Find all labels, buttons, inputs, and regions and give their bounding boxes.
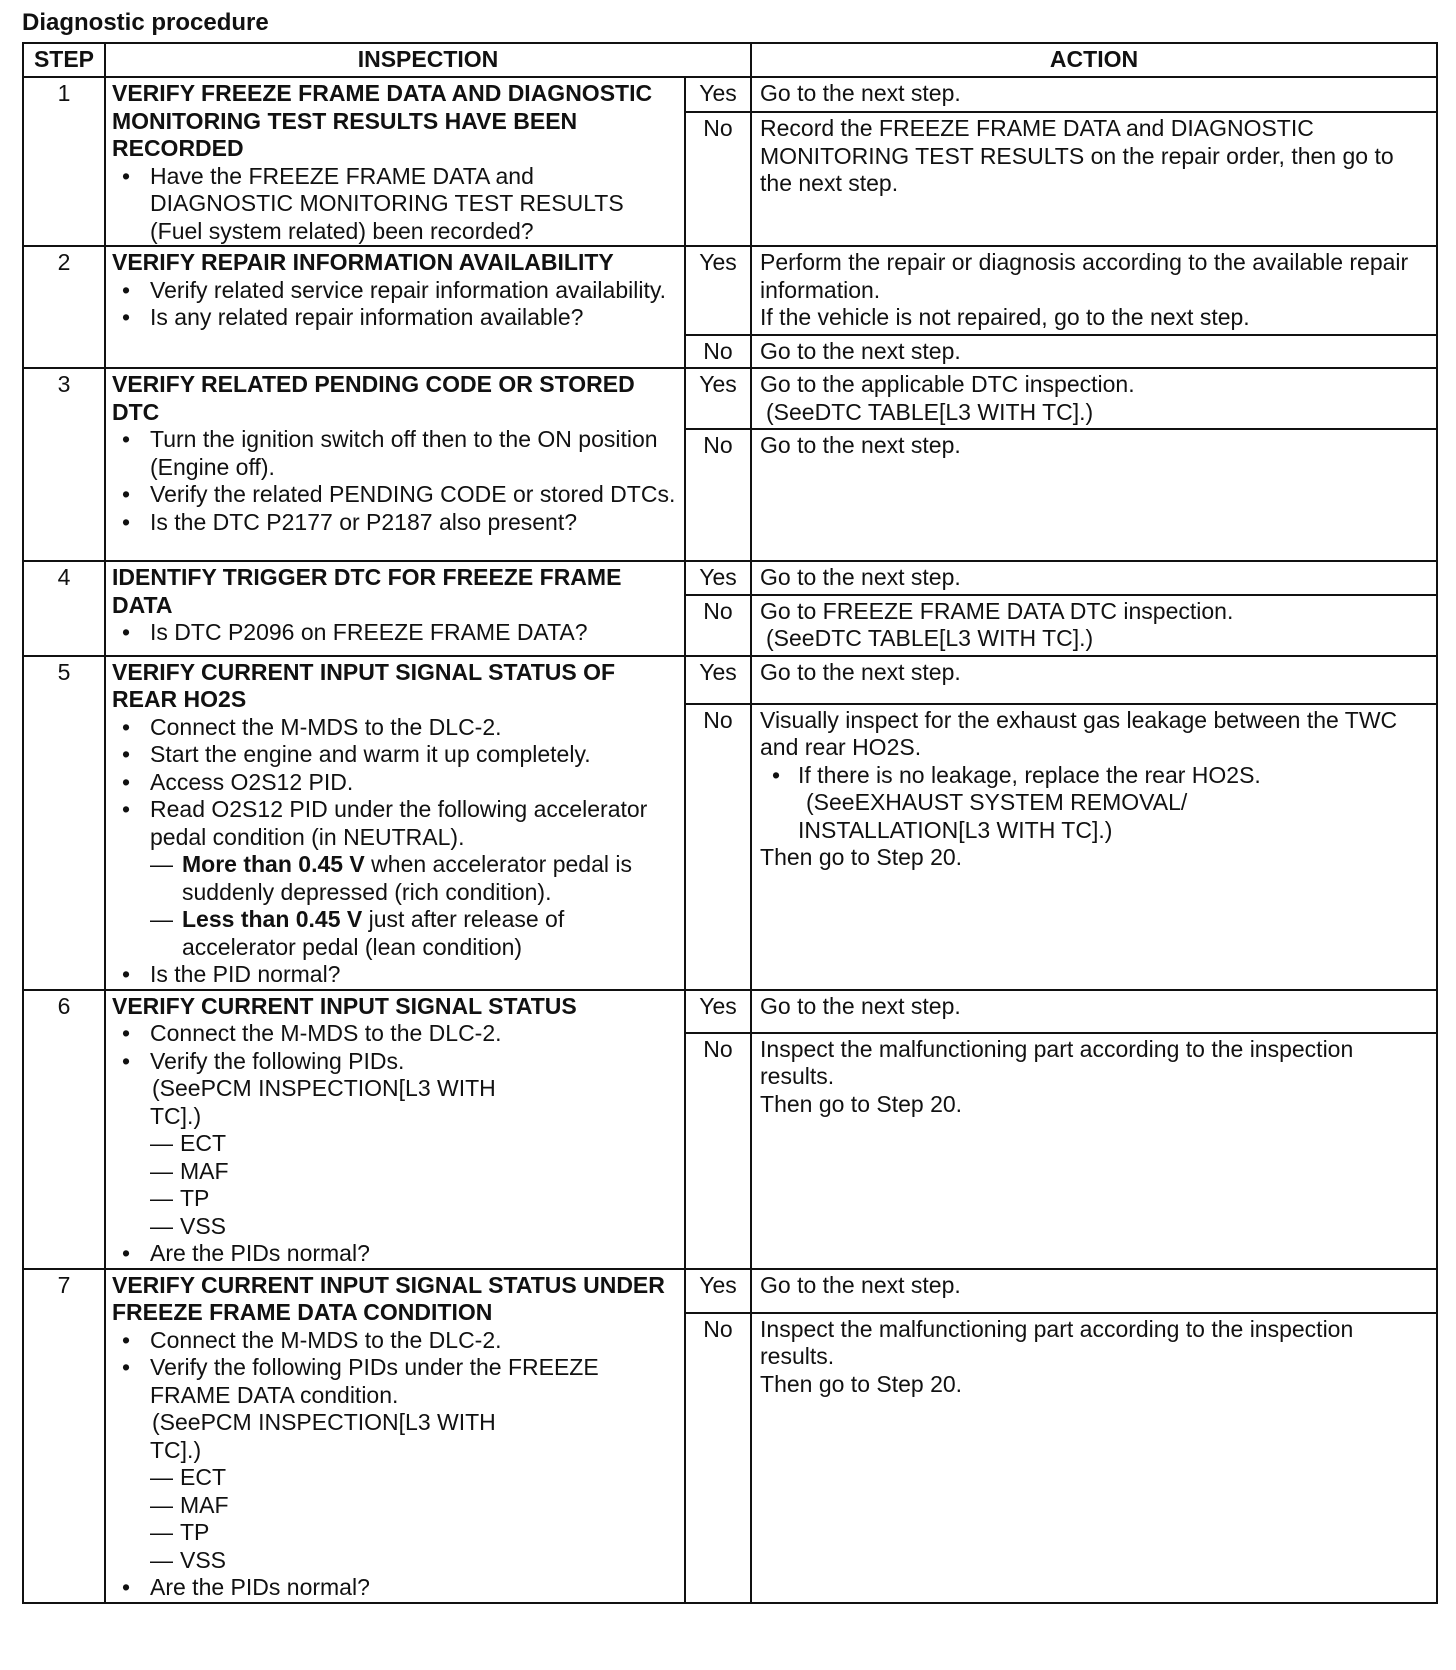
condition-threshold: Less than 0.45 V	[182, 906, 363, 932]
yes-label: Yes	[685, 561, 751, 595]
no-action	[751, 1033, 1437, 1269]
table-row	[23, 368, 1437, 429]
list-item: • Verify the following PIDs under the FREEZE FRAME DATA condition.	[112, 1354, 678, 1409]
pid-item: — ECT	[112, 1130, 678, 1158]
step-heading: VERIFY FREEZE FRAME DATA AND DIAGNOSTIC MONITORING TEST RESULTS HAVE BEEN RECORDED	[112, 80, 653, 161]
step-number: 6	[23, 990, 105, 1269]
action-line: Perform the repair or diagnosis according to the available repair information.	[760, 249, 1409, 303]
list-item: • Connect the M-MDS to the DLC-2.	[112, 1020, 678, 1048]
table-header-row	[23, 43, 1437, 77]
table-row	[23, 990, 1437, 1033]
action-line: Then go to Step 20.	[760, 844, 963, 870]
yes-label: Yes	[685, 246, 751, 335]
condition-threshold: More than 0.45 V	[182, 851, 365, 877]
pid-item: — ECT	[112, 1464, 678, 1492]
list-item: • Connect the M-MDS to the DLC-2.	[112, 1327, 678, 1355]
action-line: If the vehicle is not repaired, go to the next step.	[760, 304, 1250, 330]
pid-item: — VSS	[112, 1213, 678, 1241]
no-action: Record the FREEZE FRAME DATA and DIAGNOSTIC MONITORING TEST RESULTS on the repair order, then go to the next step.	[751, 112, 1437, 246]
reference-link: TC].)	[150, 1102, 202, 1129]
reference-link: (SeePCM INSPECTION[L3 WITH	[152, 1075, 496, 1101]
action-reference: (SeeEXHAUST SYSTEM REMOVAL/	[806, 789, 1188, 815]
no-action	[751, 595, 1437, 656]
step-number: 3	[23, 368, 105, 561]
action-line: Visually inspect for the exhaust gas leakage between the TWC and rear HO2S.	[760, 706, 1398, 760]
pid-item: — MAF	[112, 1492, 678, 1520]
header-action: ACTION	[751, 43, 1437, 77]
step-heading: VERIFY REPAIR INFORMATION AVAILABILITY	[112, 249, 614, 275]
condition-text: when accelerator pedal is suddenly depressed (rich condition).	[182, 851, 632, 905]
table-row	[23, 246, 1437, 335]
step-heading: VERIFY CURRENT INPUT SIGNAL STATUS UNDER FREEZE FRAME DATA CONDITION	[112, 1271, 665, 1325]
yes-label: Yes	[685, 368, 751, 429]
yes-label: Yes	[685, 77, 751, 112]
yes-action	[751, 368, 1437, 429]
list-item: • Are the PIDs normal?	[112, 1240, 678, 1268]
step-inspection	[105, 990, 685, 1269]
step-inspection	[105, 368, 685, 561]
action-reference: (SeeDTC TABLE[L3 WITH TC].)	[766, 398, 1094, 425]
table-row	[23, 656, 1437, 704]
action-line: Then go to Step 20.	[760, 1370, 963, 1397]
table-row	[23, 1269, 1437, 1313]
step-heading: VERIFY CURRENT INPUT SIGNAL STATUS	[112, 992, 577, 1019]
yes-label: Yes	[685, 1269, 751, 1313]
action-bullet: • If there is no leakage, replace the rear HO2S.	[760, 762, 1428, 790]
table-row	[23, 561, 1437, 595]
step-number: 1	[23, 77, 105, 246]
list-item: • Verify the related PENDING CODE or stored DTCs.	[112, 481, 678, 509]
step-inspection	[105, 77, 685, 246]
list-item: • Are the PIDs normal?	[112, 1574, 678, 1602]
step-inspection	[105, 656, 685, 990]
no-label: No	[685, 1313, 751, 1603]
no-action	[751, 1313, 1437, 1603]
action-line: Go to FREEZE FRAME DATA DTC inspection.	[760, 597, 1234, 624]
list-item: • Is the PID normal?	[112, 961, 678, 989]
condition-item	[112, 851, 678, 906]
list-item: • Turn the ignition switch off then to the ON position (Engine off).	[112, 426, 678, 481]
yes-action: Go to the next step.	[751, 656, 1437, 704]
condition-item	[112, 906, 678, 961]
pid-item: — MAF	[112, 1158, 678, 1186]
yes-action: Go to the next step.	[751, 1269, 1437, 1313]
step-number: 4	[23, 561, 105, 656]
action-reference: INSTALLATION[L3 WITH TC].)	[798, 816, 1113, 843]
no-action: Go to the next step.	[751, 429, 1437, 561]
yes-action	[751, 246, 1437, 335]
condition-text: just after release of accelerator pedal (lean condition)	[182, 906, 565, 960]
list-item: • Is DTC P2096 on FREEZE FRAME DATA?	[112, 619, 678, 647]
yes-label: Yes	[685, 990, 751, 1033]
document-page	[22, 8, 1436, 1604]
no-action	[751, 704, 1437, 990]
step-inspection	[105, 561, 685, 656]
list-item: • Is any related repair information available?	[112, 304, 678, 332]
action-line: Inspect the malfunctioning part according to the inspection results.	[760, 1035, 1354, 1089]
list-item: • Verify related service repair information availability.	[112, 277, 678, 305]
yes-label: Yes	[685, 656, 751, 704]
pid-item: — TP	[112, 1519, 678, 1547]
action-reference: (SeeDTC TABLE[L3 WITH TC].)	[766, 625, 1094, 651]
no-label: No	[685, 335, 751, 369]
no-label: No	[685, 429, 751, 561]
step-number: 7	[23, 1269, 105, 1603]
step-heading: IDENTIFY TRIGGER DTC FOR FREEZE FRAME DATA	[112, 564, 622, 618]
yes-action: Go to the next step.	[751, 990, 1437, 1033]
step-inspection	[105, 246, 685, 368]
reference-link: TC].)	[150, 1436, 202, 1463]
pid-item: — VSS	[112, 1547, 678, 1575]
header-inspection: INSPECTION	[105, 43, 751, 77]
action-line: Then go to Step 20.	[760, 1090, 963, 1117]
step-inspection	[105, 1269, 685, 1603]
yes-action: Go to the next step.	[751, 561, 1437, 595]
no-label: No	[685, 112, 751, 246]
yes-action: Go to the next step.	[751, 77, 1437, 112]
step-heading: VERIFY RELATED PENDING CODE OR STORED DTC	[112, 371, 635, 425]
action-line: Go to the applicable DTC inspection.	[760, 371, 1135, 397]
page-title: Diagnostic procedure	[22, 9, 269, 36]
list-item: • Verify the following PIDs.	[112, 1048, 678, 1076]
action-line: Inspect the malfunctioning part according to the inspection results.	[760, 1315, 1354, 1369]
no-label: No	[685, 595, 751, 656]
diagnostic-table	[22, 42, 1438, 1604]
step-number: 2	[23, 246, 105, 368]
list-item: • Is the DTC P2177 or P2187 also present?	[112, 509, 678, 537]
no-label: No	[685, 1033, 751, 1269]
table-row	[23, 77, 1437, 112]
list-item: • Read O2S12 PID under the following accelerator pedal condition (in NEUTRAL).	[112, 796, 678, 851]
pid-item: — TP	[112, 1185, 678, 1213]
list-item: • Connect the M-MDS to the DLC-2.	[112, 714, 678, 742]
list-item: • Have the FREEZE FRAME DATA and DIAGNOSTIC MONITORING TEST RESULTS (Fuel system related) been recorded?	[112, 163, 678, 246]
header-step: STEP	[23, 43, 105, 77]
list-item: • Access O2S12 PID.	[112, 769, 678, 797]
no-action: Go to the next step.	[751, 335, 1437, 369]
reference-link: (SeePCM INSPECTION[L3 WITH	[152, 1409, 496, 1435]
no-label: No	[685, 704, 751, 990]
step-number: 5	[23, 656, 105, 990]
list-item: • Start the engine and warm it up completely.	[112, 741, 678, 769]
step-heading: VERIFY CURRENT INPUT SIGNAL STATUS OF REAR HO2S	[112, 658, 616, 712]
